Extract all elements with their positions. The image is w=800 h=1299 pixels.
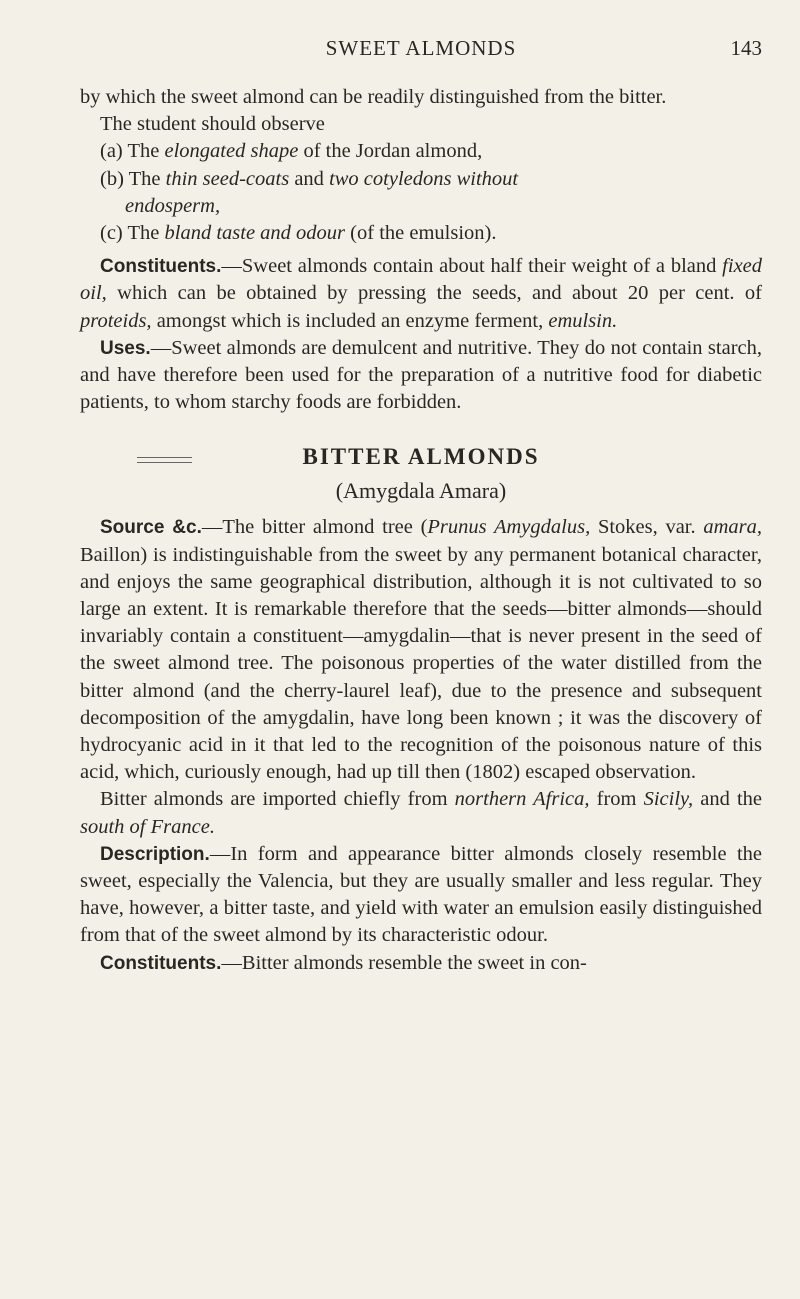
paragraph-student-observe: The student should observe xyxy=(100,113,325,136)
list-item-b: (b) The thin seed-coats and two cotyledons without xyxy=(100,167,519,190)
source-heading: Source &c. xyxy=(100,517,202,539)
ornament-rule xyxy=(137,457,192,463)
page-number: 143 xyxy=(730,36,762,60)
paragraph-uses: Uses.—Sweet almonds are demulcent and nutritive. They do not contain starch, and have therefore been used for the preparation of a nutritive food for diabetic patients, to whom starchy foods are forbidden. xyxy=(80,336,762,414)
description-heading: Description. xyxy=(100,843,210,865)
paragraph-source: Source &c.—The bitter almond tree (Prunus Amygdalus, Stokes, var. amara, Baillon) is indistinguishable from the sweet by any permanent botanical character, and enjoys the same geographical distribution, although it is not cultivated to so large an extent. It is remarkable therefore that the seeds—bitter almonds—should invariably contain a constituent—amygdalin—that is never present in the seed of the sweet almond tree. The poisonous properties of the water distilled from the bitter almond (and the cherry-laurel leaf), due to the presence and subsequent decomposition of the amygdalin, have long been known ; it was the discovery of hydrocyanic acid in it that led to the recognition of the poisonous nature of this acid, which, curiously enough, had up till then (1802) escaped observation. xyxy=(80,516,763,784)
paragraph-constituents-bitter: Constituents.—Bitter almonds resemble the sweet in con- xyxy=(100,951,587,974)
list-item-c: (c) The bland taste and odour (of the emulsion). xyxy=(100,222,497,245)
paragraph-continuation: by which the sweet almond can be readily distinguished from the bitter. xyxy=(80,86,667,108)
uses-heading: Uses. xyxy=(100,337,151,359)
paragraph-description: Description.—In form and appearance bitter almonds closely resemble the sweet, especially the Valencia, but they are usually smaller and less regular. They have, however, a bitter taste, and yield with water an emulsion easily distinguished from that of the sweet almond by its characteristic odour. xyxy=(80,842,762,947)
list-item-b-continued: endosperm, xyxy=(125,194,221,217)
section-title: BITTER ALMONDS xyxy=(80,442,762,472)
page-body xyxy=(80,84,762,977)
section-subtitle: (Amygdala Amara) xyxy=(335,478,507,504)
running-title: SWEET ALMONDS xyxy=(325,36,517,60)
paragraph-constituents: Constituents.—Sweet almonds contain about half their weight of a bland fixed oil, which can be obtained by pressing the seeds, and about 20 per cent. of proteids, amongst which is included an enzyme ferment, emulsin. xyxy=(80,255,763,332)
constituents-bitter-heading: Constituents. xyxy=(100,952,222,974)
page-header xyxy=(80,30,762,70)
paragraph-import: Bitter almonds are imported chiefly from northern Africa, from Sicily, and the south of France. xyxy=(80,788,763,838)
list-item-a: (a) The elongated shape of the Jordan almond, xyxy=(100,140,483,163)
constituents-heading: Constituents. xyxy=(100,256,222,278)
